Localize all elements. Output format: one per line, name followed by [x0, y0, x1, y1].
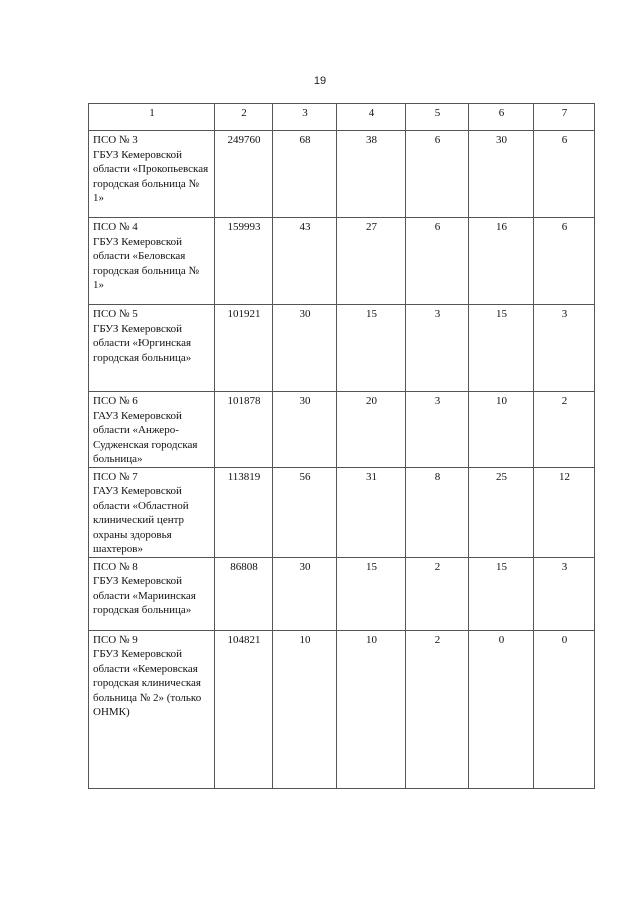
- data-table: [88, 103, 595, 789]
- value-cell-col3: 43: [273, 218, 337, 305]
- header-cell-6: 6: [469, 104, 534, 131]
- value-cell-col7: 12: [534, 467, 595, 557]
- header-cell-5: 5: [406, 104, 469, 131]
- table-row: [89, 392, 595, 468]
- value-cell-col2: 104821: [215, 630, 273, 788]
- table-row: [89, 305, 595, 392]
- value-cell-col2: 249760: [215, 131, 273, 218]
- value-cell-col3: 68: [273, 131, 337, 218]
- header-cell-4: 4: [337, 104, 406, 131]
- value-cell-col6: 10: [469, 392, 534, 468]
- value-cell-col7: 3: [534, 305, 595, 392]
- value-cell-col4: 27: [337, 218, 406, 305]
- value-cell-col6: 30: [469, 131, 534, 218]
- value-cell-col6: 25: [469, 467, 534, 557]
- value-cell-col2: 86808: [215, 557, 273, 630]
- table-row: [89, 131, 595, 218]
- page-number: 19: [313, 75, 327, 87]
- value-cell-col2: 101921: [215, 305, 273, 392]
- value-cell-col4: 31: [337, 467, 406, 557]
- value-cell-col4: 10: [337, 630, 406, 788]
- value-cell-col3: 30: [273, 305, 337, 392]
- value-cell-col4: 20: [337, 392, 406, 468]
- value-cell-col4: 38: [337, 131, 406, 218]
- value-cell-col3: 56: [273, 467, 337, 557]
- header-cell-3: 3: [273, 104, 337, 131]
- value-cell-col5: 3: [406, 392, 469, 468]
- facility-name-cell: ПСО № 3 ГБУЗ Кемеровской области «Прокопьевская городская больница № 1»: [89, 131, 215, 218]
- value-cell-col3: 10: [273, 630, 337, 788]
- value-cell-col6: 15: [469, 305, 534, 392]
- header-cell-7: 7: [534, 104, 595, 131]
- value-cell-col4: 15: [337, 305, 406, 392]
- table-header-row: [89, 104, 595, 131]
- table-row: [89, 218, 595, 305]
- value-cell-col5: 6: [406, 218, 469, 305]
- value-cell-col5: 3: [406, 305, 469, 392]
- value-cell-col2: 159993: [215, 218, 273, 305]
- facility-name-cell: ПСО № 9 ГБУЗ Кемеровской области «Кемеровская городская клиническая больница № 2» (только ОНМК): [89, 630, 215, 788]
- value-cell-col7: 2: [534, 392, 595, 468]
- facility-name-cell: ПСО № 8 ГБУЗ Кемеровской области «Мариинская городская больница»: [89, 557, 215, 630]
- value-cell-col5: 2: [406, 630, 469, 788]
- value-cell-col7: 0: [534, 630, 595, 788]
- table-row: [89, 467, 595, 557]
- value-cell-col4: 15: [337, 557, 406, 630]
- value-cell-col3: 30: [273, 557, 337, 630]
- facility-name-cell: ПСО № 6 ГАУЗ Кемеровской области «Анжеро-Судженская городская больница»: [89, 392, 215, 468]
- value-cell-col2: 101878: [215, 392, 273, 468]
- table-row: [89, 557, 595, 630]
- value-cell-col6: 16: [469, 218, 534, 305]
- value-cell-col7: 6: [534, 218, 595, 305]
- value-cell-col3: 30: [273, 392, 337, 468]
- header-cell-1: 1: [89, 104, 215, 131]
- value-cell-col7: 3: [534, 557, 595, 630]
- header-cell-2: 2: [215, 104, 273, 131]
- facility-name-cell: ПСО № 4 ГБУЗ Кемеровской области «Беловская городская больница № 1»: [89, 218, 215, 305]
- value-cell-col6: 15: [469, 557, 534, 630]
- value-cell-col5: 8: [406, 467, 469, 557]
- value-cell-col7: 6: [534, 131, 595, 218]
- value-cell-col2: 113819: [215, 467, 273, 557]
- facility-name-cell: ПСО № 5 ГБУЗ Кемеровской области «Юргинская городская больница»: [89, 305, 215, 392]
- value-cell-col5: 2: [406, 557, 469, 630]
- value-cell-col6: 0: [469, 630, 534, 788]
- value-cell-col5: 6: [406, 131, 469, 218]
- facility-name-cell: ПСО № 7 ГАУЗ Кемеровской области «Областной клинический центр охраны здоровья шахтеров»: [89, 467, 215, 557]
- table-row: [89, 630, 595, 788]
